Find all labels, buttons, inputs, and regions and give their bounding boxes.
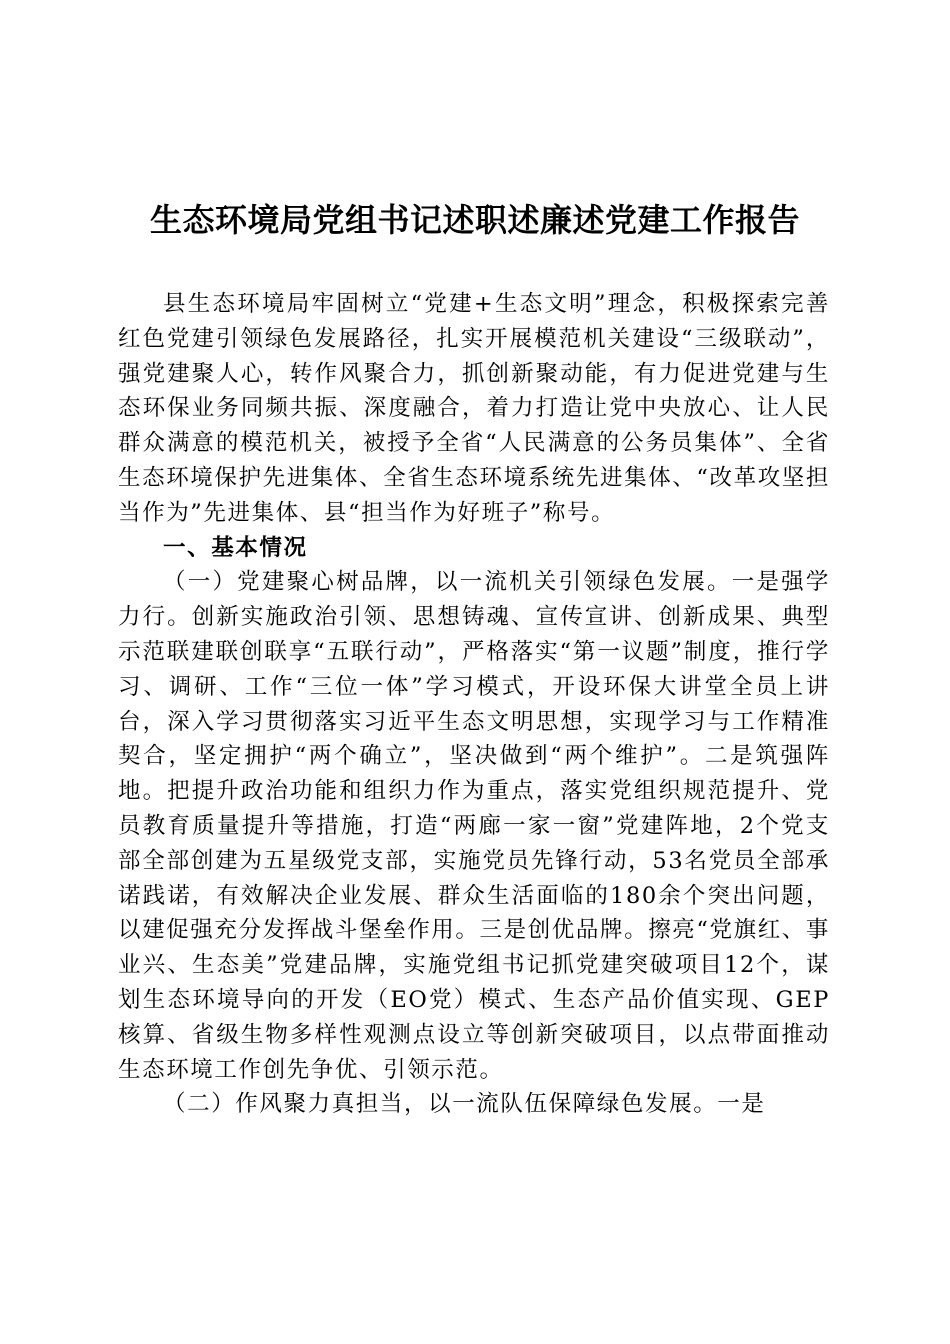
section-paragraph-1: （一）党建聚心树品牌，以一流机关引领绿色发展。一是强学力行。创新实施政治引领、思想铸魂、宣传宣讲、创新成果、典型示范联建联创联享“五联行动”，严格落实“第一议题”制度，推行学习、调研、工作“三位一体”学习模式，开设环保大讲堂全员上讲台，深入学习贯彻落实习近平生态文明思想，实现学习与工作精准契合，坚定拥护“两个确立”，坚决做到“两个维护”。二是筑强阵地。把提升政治功能和组织力作为重点，落实党组织规范提升、党员教育质量提升等措施，打造“两廊一家一窗”党建阵地，2个党支部全部创建为五星级党支部，实施党员先锋行动，53名党员全部承诺践诺，有效解决企业发展、群众生活面临的180余个突出问题，以建促强充分发挥战斗堡垒作用。三是创优品牌。擦亮“党旗红、事业兴、生态美”党建品牌，实施党组书记抓党建突破项目12个，谋划生态环境导向的开发（EO党）模式、生态产品价值实现、GEP核算、省级生物多样性观测点设立等创新突破项目，以点带面推动生态环境工作创先争优、引领示范。 [118, 569, 831, 1083]
document-title: 生态环境局党组书记述职述廉述党建工作报告 [149, 201, 800, 239]
intro-paragraph: 县生态环境局牢固树立“党建+生态文明”理念，积极探索完善红色党建引领绿色发展路径，扎实开展模范机关建设“三级联动”，强党建聚人心，转作风聚合力，抓创新聚动能，有力促进党建与生态环保业务同频共振、深度融合，着力打造让党中央放心、让人民群众满意的模范机关，被授予全省“人民满意的公务员集体”、全省生态环境保护先进集体、全省生态环境系统先进集体、“改革攻坚担当作为”先进集体、县“担当作为好班子”称号。 [118, 291, 831, 526]
section-heading: 一、基本情况 [163, 534, 308, 561]
document-body [118, 287, 830, 1122]
section-paragraph-2: （二）作风聚力真担当，以一流队伍保障绿色发展。一是 [163, 1091, 766, 1118]
